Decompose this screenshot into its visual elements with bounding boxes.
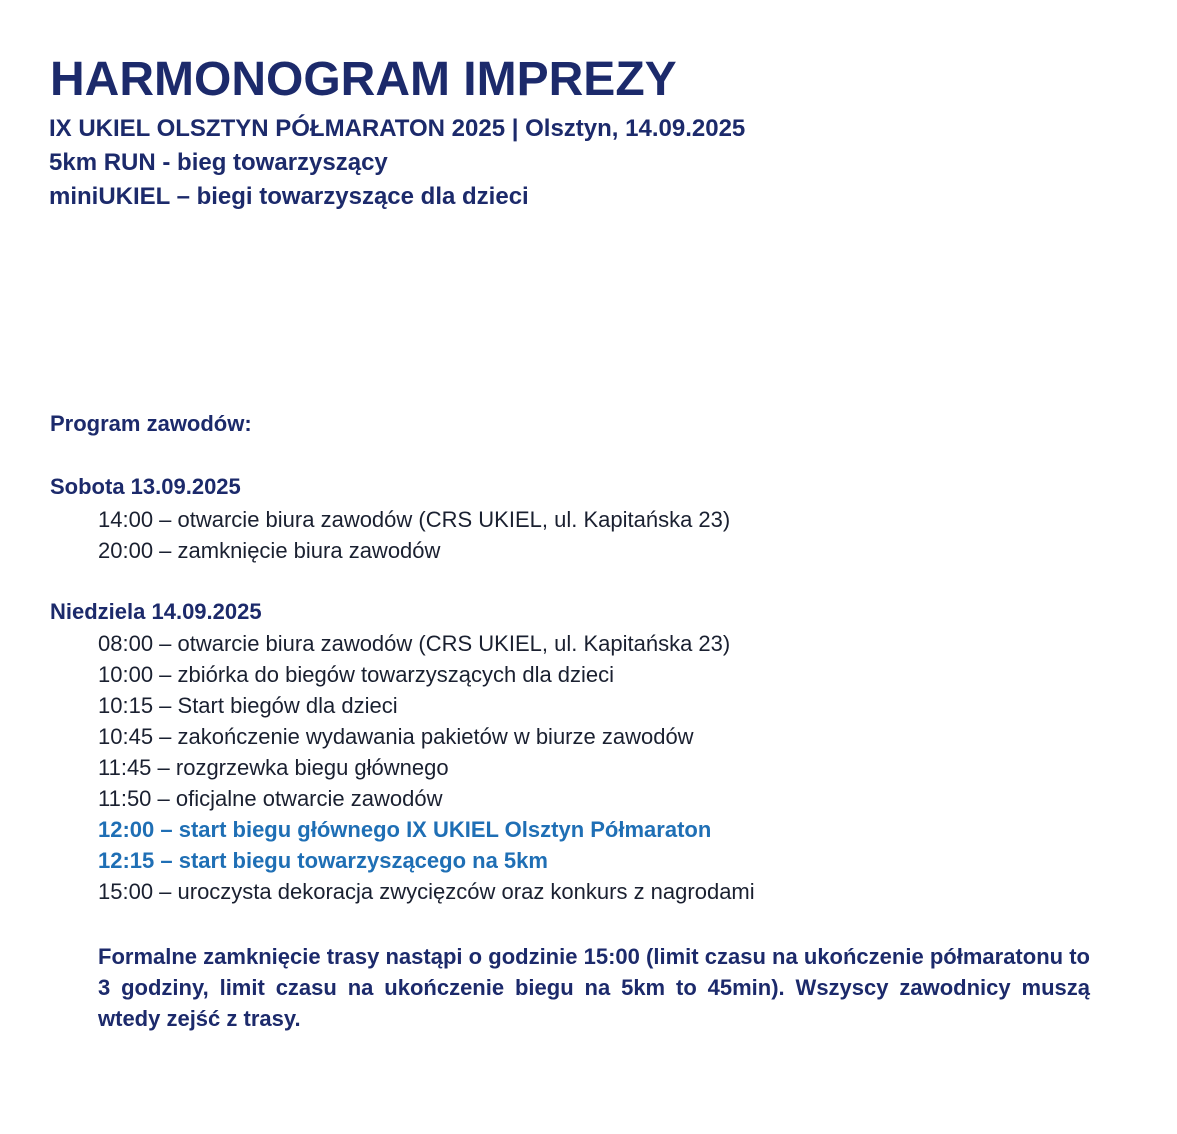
side-run-subtitle: 5km RUN - bieg towarzyszący: [49, 149, 388, 176]
page-title: HARMONOGRAM IMPREZY: [50, 53, 677, 106]
schedule-entry: 10:00 – zbiórka do biegów towarzyszących dla dzieci: [98, 662, 615, 687]
schedule-entry-main-race-start: 12:00 – start biegu głównego IX UKIEL Olsztyn Półmaraton: [98, 817, 712, 842]
schedule-entry: 15:00 – uroczysta dekoracja zwycięzców oraz konkurs z nagrodami: [98, 879, 755, 904]
kids-run-subtitle: miniUKIEL – biegi towarzyszące dla dzieci: [49, 183, 529, 210]
schedule-entry: 11:50 – oficjalne otwarcie zawodów: [98, 786, 443, 811]
schedule-entry: 20:00 – zamknięcie biura zawodów: [98, 538, 441, 563]
program-label: Program zawodów:: [50, 411, 252, 436]
day-heading-saturday: Sobota 13.09.2025: [50, 474, 241, 499]
schedule-entry: 08:00 – otwarcie biura zawodów (CRS UKIEL, ul. Kapitańska 23): [98, 631, 731, 656]
event-subtitle: IX UKIEL OLSZTYN PÓŁMARATON 2025 | Olsztyn, 14.09.2025: [49, 115, 746, 142]
schedule-entry: 10:45 – zakończenie wydawania pakietów w biurze zawodów: [98, 724, 694, 749]
course-closure-note: Formalne zamknięcie trasy nastąpi o godzinie 15:00 (limit czasu na ukończenie półmaratonu to 3 godziny, limit czasu na ukończenie biegu na 5km to 45min). Wszyscy zawodnicy muszą wtedy zejść z trasy.: [98, 944, 1090, 1031]
schedule-entry: 10:15 – Start biegów dla dzieci: [98, 693, 398, 718]
schedule-entry: 14:00 – otwarcie biura zawodów (CRS UKIEL, ul. Kapitańska 23): [98, 507, 731, 532]
schedule-entry: 11:45 – rozgrzewka biegu głównego: [98, 755, 449, 780]
schedule-list-saturday: [98, 504, 730, 566]
schedule-list-sunday: [98, 628, 755, 907]
day-heading-sunday: Niedziela 14.09.2025: [50, 599, 262, 624]
schedule-entry-5km-start: 12:15 – start biegu towarzyszącego na 5km: [98, 848, 548, 873]
